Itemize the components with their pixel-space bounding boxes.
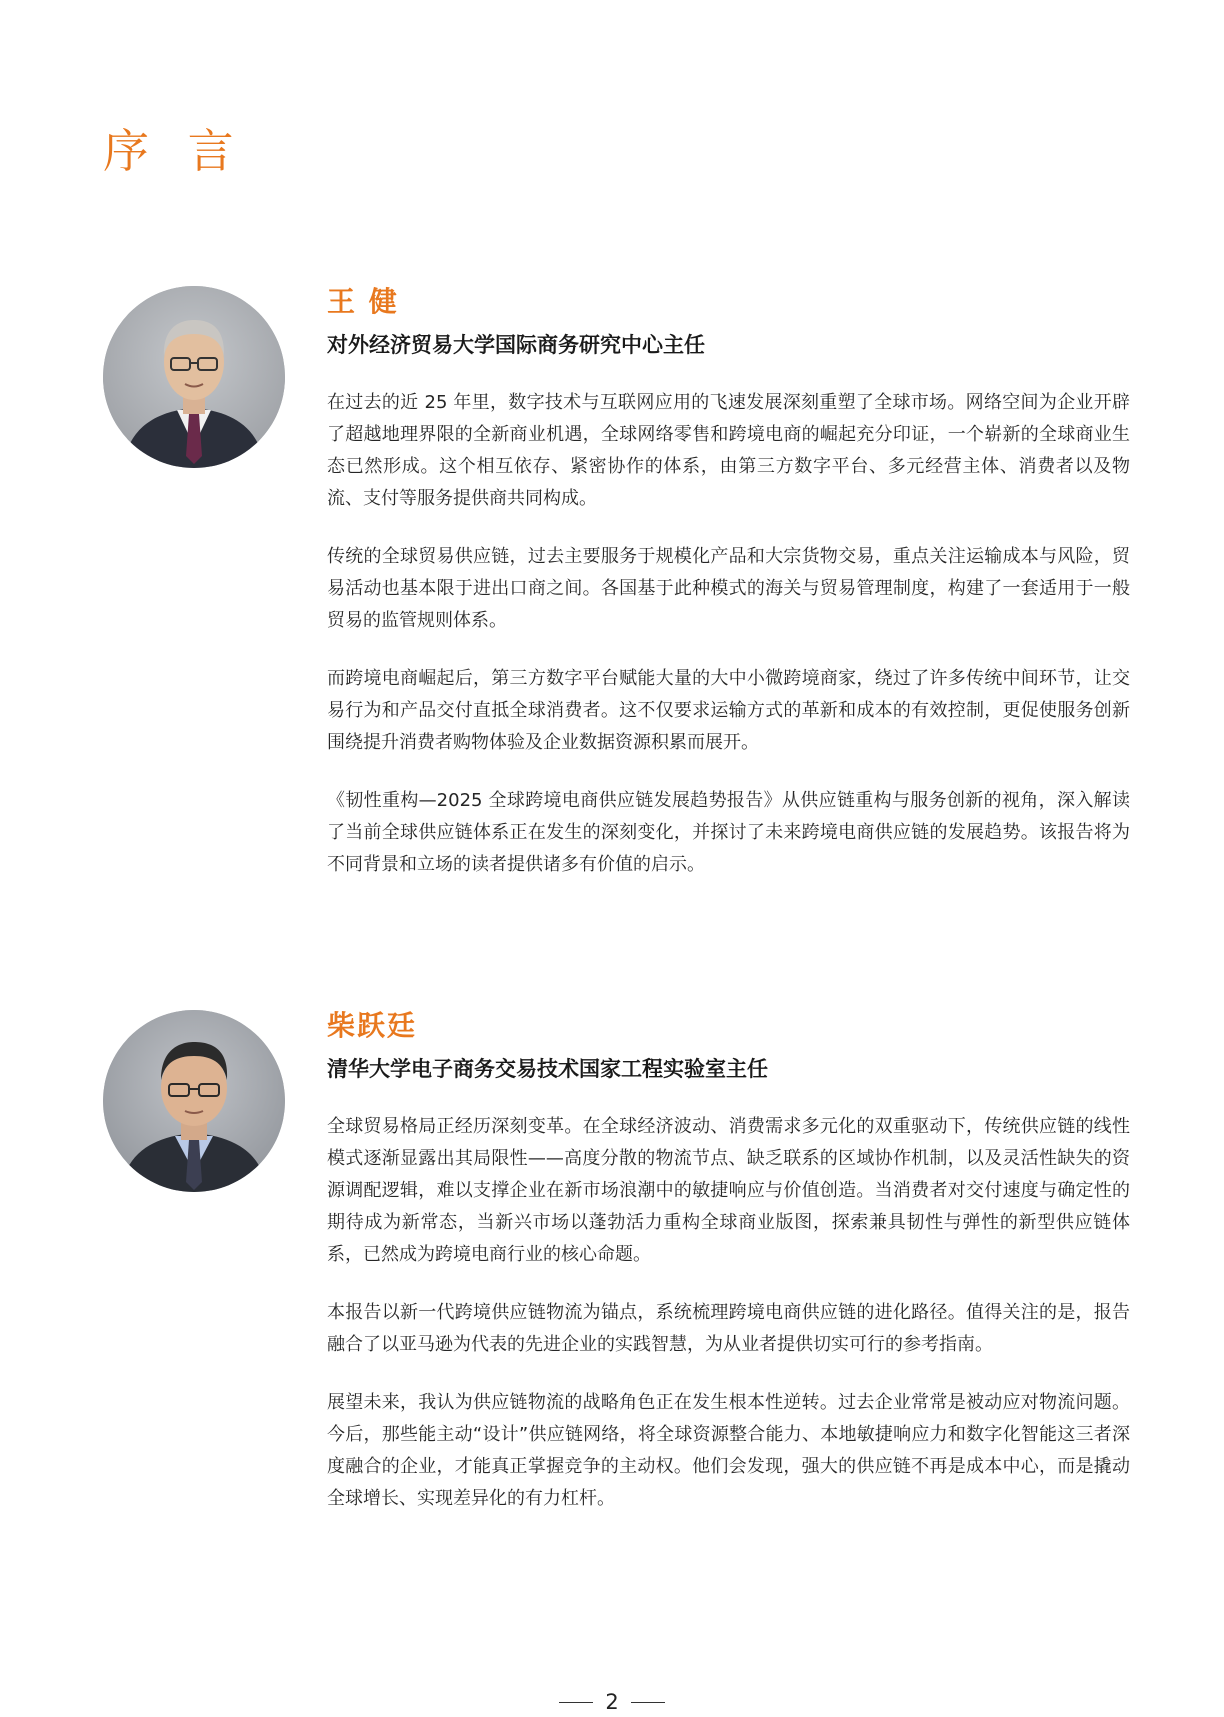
paragraph: 本报告以新一代跨境供应链物流为锚点，系统梳理跨境电商供应链的进化路径。值得关注的是，报告融合了以亚马逊为代表的先进企业的实践智慧，为从业者提供切实可行的参考指南。 (327, 1302, 1130, 1355)
author-name: 柴跃廷 (327, 1009, 418, 1042)
author-name: 王 健 (327, 285, 399, 318)
page-number: 2 (605, 1690, 619, 1714)
author-photo-avatar (103, 286, 285, 468)
paragraph: 展望未来，我认为供应链物流的战略角色正在发生根本性逆转。过去企业常常是被动应对物流问题。今后，那些能主动“设计”供应链网络，将全球资源整合能力、本地敏捷响应力和数字化智能这三者深度融合的企业，才能真正掌握竞争的主动权。他们会发现，强大的供应链不再是成本中心，而是撬动全球增长、实现差异化的有力杠杆。 (327, 1392, 1130, 1509)
paragraph: 在过去的近 25 年里，数字技术与互联网应用的飞速发展深刻重塑了全球市场。网络空间为企业开辟了超越地理界限的全新商业机遇，全球网络零售和跨境电商的崛起充分印证，一个崭新的全球商业生态已然形成。这个相互依存、紧密协作的体系，由第三方数字平台、多元经营主体、消费者以及物流、支付等服务提供商共同构成。 (327, 392, 1130, 509)
author-role: 清华大学电子商务交易技术国家工程实验室主任 (327, 1057, 768, 1081)
author-photo-avatar (103, 1010, 285, 1192)
paragraph: 传统的全球贸易供应链，过去主要服务于规模化产品和大宗货物交易，重点关注运输成本与风险，贸易活动也基本限于进出口商之间。各国基于此种模式的海关与贸易管理制度，构建了一套适用于一般贸易的监管规则体系。 (327, 546, 1130, 631)
author-role: 对外经济贸易大学国际商务研究中心主任 (327, 333, 705, 357)
portrait-photo-icon (103, 1010, 285, 1192)
footer-rule-left (559, 1702, 593, 1703)
paragraph: 《韧性重构—2025 全球跨境电商供应链发展趋势报告》从供应链重构与服务创新的视角，深入解读了当前全球供应链体系正在发生的深刻变化，并探讨了未来跨境电商供应链的发展趋势。该报告将为不同背景和立场的读者提供诸多有价值的启示。 (327, 790, 1130, 875)
footer-rule-right (631, 1702, 665, 1703)
page-footer (0, 1690, 1224, 1714)
paragraph: 而跨境电商崛起后，第三方数字平台赋能大量的大中小微跨境商家，绕过了许多传统中间环节，让交易行为和产品交付直抵全球消费者。这不仅要求运输方式的革新和成本的有效控制，更促使服务创新围绕提升消费者购物体验及企业数据资源积累而展开。 (327, 668, 1130, 753)
paragraph: 全球贸易格局正经历深刻变革。在全球经济波动、消费需求多元化的双重驱动下，传统供应链的线性模式逐渐显露出其局限性——高度分散的物流节点、缺乏联系的区域协作机制，以及灵活性缺失的资源调配逻辑，难以支撑企业在新市场浪潮中的敏捷响应与价值创造。当消费者对交付速度与确定性的期待成为新常态，当新兴市场以蓬勃活力重构全球商业版图，探索兼具韧性与弹性的新型供应链体系，已然成为跨境电商行业的核心命题。 (327, 1116, 1130, 1265)
page-title: 序 言 (103, 124, 246, 178)
portrait-photo-icon (103, 286, 285, 468)
